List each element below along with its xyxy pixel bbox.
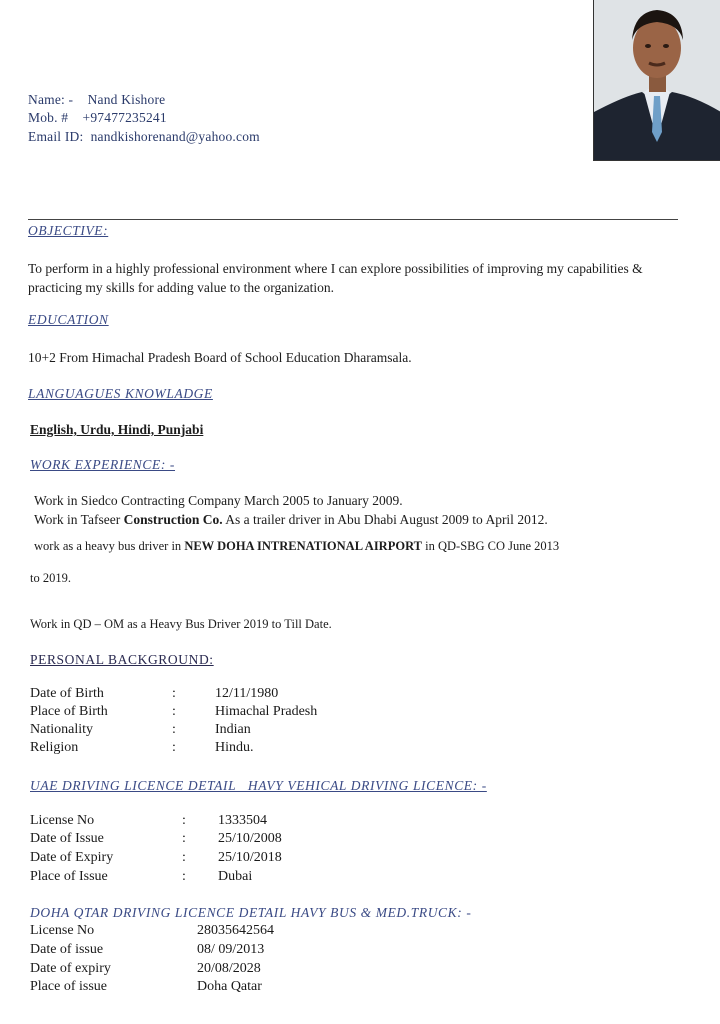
- personal-value: Hindu.: [215, 740, 254, 755]
- uae-colon: :: [182, 813, 186, 828]
- work-line-2-a: Work in Tafseer: [34, 512, 124, 527]
- personal-label: Date of Birth: [30, 686, 104, 701]
- languages-text: English, Urdu, Hindi, Punjabi: [30, 422, 204, 437]
- objective-heading: OBJECTIVE:: [28, 223, 109, 238]
- mobile-label: Mob. #: [28, 110, 69, 125]
- profile-photo: [593, 0, 720, 161]
- doha-label: Date of issue: [30, 942, 104, 957]
- work-line-3-b: NEW DOHA INTRENATIONAL AIRPORT: [184, 539, 422, 553]
- uae-label: Date of Expiry: [30, 850, 114, 865]
- personal-value: 12/11/1980: [215, 686, 279, 701]
- email-label: Email ID:: [28, 129, 84, 144]
- work-line-2: [34, 512, 548, 528]
- header-divider: [28, 219, 678, 220]
- objective-text: To perform in a highly professional environment where I can explore possibilities of improving my capabilities & practicing my skills for adding value to the organization.: [28, 261, 643, 295]
- uae-value: 25/10/2018: [218, 850, 282, 865]
- uae-value: 1333504: [218, 813, 267, 828]
- work-line-3-a: work as a heavy bus driver in: [34, 539, 185, 553]
- education-text: 10+2 From Himachal Pradesh Board of School Education Dharamsala.: [28, 350, 412, 365]
- mobile-value: +97477235241: [82, 110, 167, 125]
- uae-label: Place of Issue: [30, 869, 108, 884]
- uae-label: Date of Issue: [30, 831, 104, 846]
- doha-value: 20/08/2028: [197, 961, 261, 976]
- name-label: Name: -: [28, 92, 74, 107]
- work-line-3: [34, 539, 559, 554]
- languages-heading: LANGUAGUES KNOWLADGE: [28, 386, 213, 401]
- mobile-line: [28, 110, 167, 126]
- uae-licence-heading: UAE DRIVING LICENCE DETAIL HAVY VEHICAL DRIVING LICENCE: -: [30, 778, 487, 793]
- uae-colon: :: [182, 831, 186, 846]
- work-heading: WORK EXPERIENCE: -: [30, 457, 176, 472]
- work-line-4: to 2019.: [30, 571, 71, 585]
- email-line: [28, 129, 260, 145]
- uae-colon: :: [182, 850, 186, 865]
- doha-label: Place of issue: [30, 979, 107, 994]
- work-line-1: Work in Siedco Contracting Company March 2005 to January 2009.: [34, 493, 403, 508]
- work-line-2-b: Construction Co.: [123, 512, 223, 527]
- personal-label: Nationality: [30, 722, 93, 737]
- personal-heading: PERSONAL BACKGROUND:: [30, 652, 214, 667]
- doha-licence-heading: DOHA QTAR DRIVING LICENCE DETAIL HAVY BUS & MED.TRUCK: -: [30, 905, 472, 920]
- personal-colon: :: [172, 704, 176, 719]
- portrait-image: [594, 0, 720, 160]
- work-line-3-c: in QD-SBG CO June 2013: [422, 539, 560, 553]
- personal-colon: :: [172, 740, 176, 755]
- uae-value: 25/10/2008: [218, 831, 282, 846]
- personal-label: Place of Birth: [30, 704, 108, 719]
- uae-value: Dubai: [218, 869, 253, 884]
- personal-value: Himachal Pradesh: [215, 704, 318, 719]
- personal-label: Religion: [30, 740, 79, 755]
- personal-value: Indian: [215, 722, 251, 737]
- education-heading: EDUCATION: [28, 312, 109, 327]
- uae-label: License No: [30, 813, 95, 828]
- doha-value: Doha Qatar: [197, 979, 262, 994]
- uae-colon: :: [182, 869, 186, 884]
- doha-label: Date of expiry: [30, 961, 111, 976]
- email-value[interactable]: nandkishorenand@yahoo.com: [90, 129, 260, 144]
- personal-colon: :: [172, 686, 176, 701]
- personal-colon: :: [172, 722, 176, 737]
- name-line: [28, 92, 165, 108]
- name-value: Nand Kishore: [87, 92, 166, 107]
- work-line-5: Work in QD – OM as a Heavy Bus Driver 2019 to Till Date.: [30, 617, 332, 631]
- doha-value: 28035642564: [197, 923, 274, 938]
- work-line-2-c: As a trailer driver in Abu Dhabi August 2009 to April 2012.: [222, 512, 548, 527]
- doha-value: 08/ 09/2013: [197, 942, 265, 957]
- doha-label: License No: [30, 923, 95, 938]
